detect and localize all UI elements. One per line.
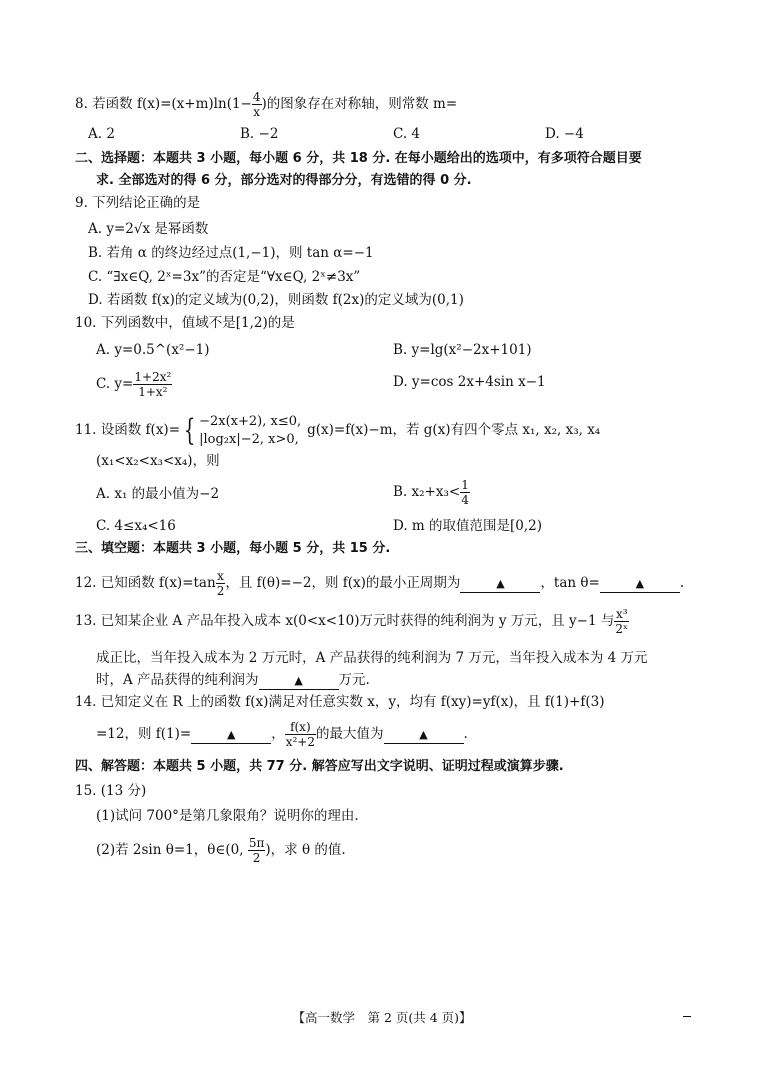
q12-fraction: $\frac{x}{2}$ <box>216 569 225 598</box>
q11-option-d: D. m 的取值范围是[0,2) <box>393 518 543 534</box>
q10-option-d: D. y=cos 2x+4sin x−1 <box>393 374 546 390</box>
triangle-icon: ▲ <box>294 674 303 687</box>
q14-line2: =12，则 f(1)= ▲ ， $\frac{f(x)}{\text{x²+2}}$ 的最大值为 ▲ . <box>96 720 468 749</box>
q13-fraction: $\frac{\text{x³}}{\text{2ˣ}}$ <box>615 607 629 636</box>
q11-stem-line2: (x₁<x₂<x₃<x₄)，则 <box>96 453 220 469</box>
q11-stem: 11. 设函数 f(x)= { −2x(x+2), x≤0, |log₂x|−2, x>0, g(x)=f(x)−m，若 g(x)有四个零点 x₁, x₂, x₃, x₄ <box>75 412 601 448</box>
corner-mark <box>683 1016 691 1017</box>
triangle-icon: ▲ <box>496 577 505 590</box>
q15-part2: (2)若 2sin θ=1，θ∈(0, $\frac{5\pi}{2}$ )，求 θ 的值. <box>96 836 346 865</box>
q10-c-fraction: $\frac{\text{1+2x²}}{\text{1+x²}}$ <box>134 370 172 399</box>
section2-heading-line2: 求. 全部选对的得 6 分，部分选对的得部分分，有选错的得 0 分. <box>96 173 472 188</box>
q10-option-a: A. y=0.5^(x²−1) <box>96 342 210 358</box>
q11-cases: −2x(x+2), x≤0, |log₂x|−2, x>0, <box>199 413 302 447</box>
q8-option-d: D. −4 <box>545 126 584 142</box>
q12-answer-blank-2[interactable] <box>600 575 680 593</box>
q11-option-c: C. 4≤x₄<16 <box>96 518 176 534</box>
triangle-icon: ▲ <box>419 728 428 741</box>
q14-answer-blank-2[interactable] <box>384 726 464 744</box>
section3-heading: 三、填空题：本题共 3 小题，每小题 5 分，共 15 分. <box>75 541 391 556</box>
q14-fraction: $\frac{f(x)}{\text{x²+2}}$ <box>285 720 315 749</box>
q9-option-b: B. 若角 α 的终边经过点(1,−1)，则 tan α=−1 <box>88 245 374 261</box>
section2-heading-line1: 二、选择题：本题共 3 小题，每小题 6 分，共 18 分. 在每小题给出的选项中，有多项符合题目要 <box>75 151 642 166</box>
triangle-icon: ▲ <box>635 577 645 590</box>
q8-option-c: C. 4 <box>393 126 421 142</box>
q9-option-d: D. 若函数 f(x)的定义域为(0,2)，则函数 f(2x)的定义域为(0,1) <box>88 292 464 308</box>
q10-option-c: C. y= $\frac{\text{1+2x²}}{\text{1+x²}}$ <box>96 370 172 399</box>
q8-stem: 8. 若函数 f(x)=(x+m)ln(1− $\frac{4}{x}$ )的图象存在对称轴，则常数 m= <box>75 90 458 119</box>
q11-option-a: A. x₁ 的最小值为−2 <box>96 486 220 502</box>
q11-b-fraction: $\frac{1}{4}$ <box>461 478 469 507</box>
q12-stem: 12. 已知函数 f(x)=tan $\frac{x}{2}$ ，且 f(θ)=−2，则 f(x)的最小正周期为 ▲ ，tan θ= ▲ . <box>75 569 685 598</box>
q10-option-b: B. y=lg(x²−2x+101) <box>393 342 532 358</box>
q15-part1: (1)试问 700°是第几象限角？说明你的理由. <box>96 808 359 824</box>
q14-line1: 14. 已知定义在 R 上的函数 f(x)满足对任意实数 x，y，均有 f(xy)=yf(x)，且 f(1)+f(3) <box>75 694 605 710</box>
section4-heading: 四、解答题：本题共 5 小题，共 77 分. 解答应写出文字说明、证明过程或演算步骤. <box>75 759 564 774</box>
brace-icon: { <box>183 412 196 448</box>
q8-option-a: A. 2 <box>88 126 115 142</box>
q12-answer-blank-1[interactable] <box>460 575 540 593</box>
q14-answer-blank-1[interactable] <box>191 726 271 744</box>
q13-line2: 成正比，当年投入成本为 2 万元时，A 产品获得的纯利润为 7 万元，当年投入成本为 4 万元 <box>96 650 648 666</box>
q9-option-c: C. “∃x∈Q, 2ˣ=3x”的否定是“∀x∈Q, 2ˣ≠3x” <box>88 269 361 285</box>
triangle-icon: ▲ <box>226 728 236 741</box>
q15-fraction: $\frac{5\pi}{2}$ <box>248 836 265 865</box>
q13-answer-blank[interactable] <box>259 672 339 690</box>
q8-option-b: B. −2 <box>240 126 279 142</box>
page-footer: 【高一数学 第 2 页(共 4 页)】 <box>292 1010 472 1025</box>
q13-line3: 时，A 产品获得的纯利润为 ▲ 万元. <box>96 672 370 688</box>
q11-option-b: B. x₂+x₃< $\frac{1}{4}$ <box>393 478 469 507</box>
q9-option-a: A. y=2√x 是幂函数 <box>88 221 209 237</box>
q10-stem: 10. 下列函数中，值域不是[1,2)的是 <box>75 315 295 331</box>
q13-line1: 13. 已知某企业 A 产品年投入成本 x(0<x<10)万元时获得的纯利润为 y 万元，且 y−1 与 $\frac{\text{x³}}{\text{2ˣ}}$ <box>75 607 629 636</box>
q9-stem: 9. 下列结论正确的是 <box>75 195 201 211</box>
q15-heading: 15. (13 分) <box>75 783 147 799</box>
q8-fraction: $\frac{4}{x}$ <box>252 90 261 119</box>
